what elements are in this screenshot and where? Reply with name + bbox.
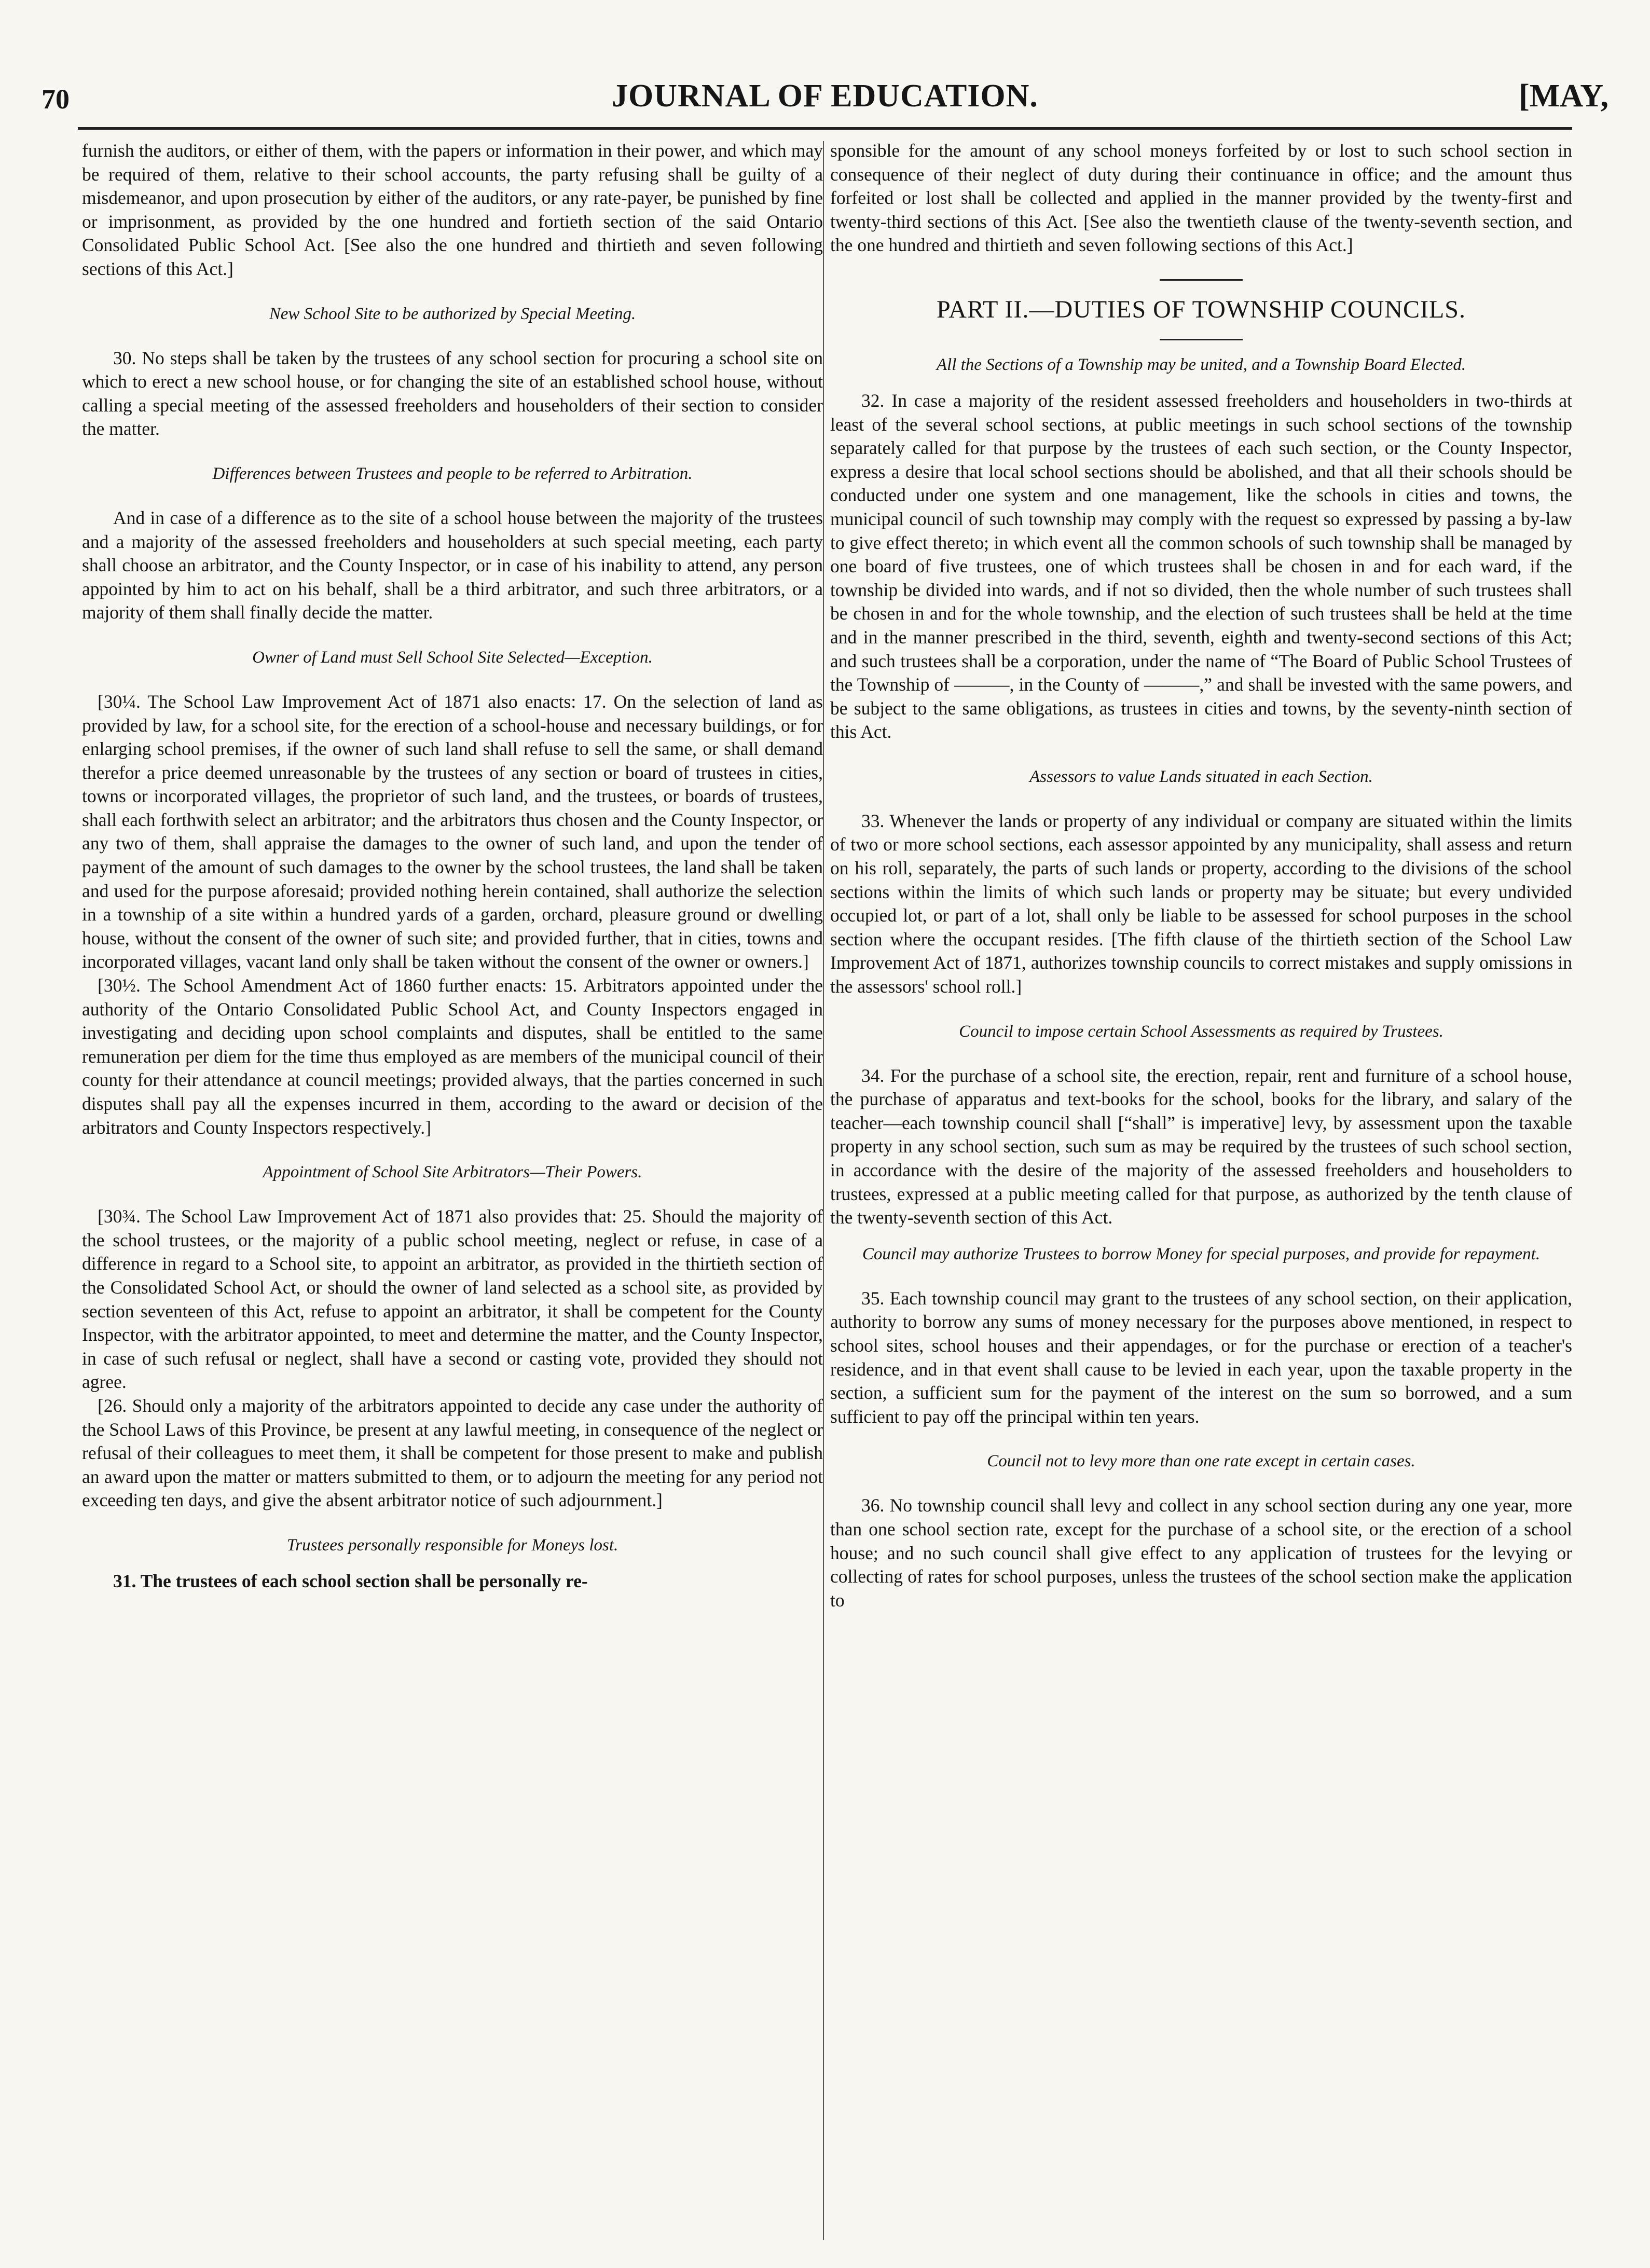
right-intro-paragraph: sponsible for the amount of any school moneys forfeited by or lost to such school section in consequence of their neglect of duty during their continuance in office; and the amount thus forfeited or lost shall be collected and applied in the manner provided by the twenty-first and twenty-third sections of this Act. [See also the twentieth clause of the twenty-seventh section, and the one hundred and thirtieth and seven following sections of this Act.] bbox=[830, 140, 1572, 256]
right-column bbox=[830, 139, 1572, 1612]
section-heading: Differences between Trustees and people to be referred to Arbitration. bbox=[212, 464, 693, 483]
journal-title: JOURNAL OF EDUCATION. bbox=[612, 78, 1038, 114]
section-32-paragraph: 32. In case a majority of the resident assessed freeholders and householders in two-thirds at least of the several school sections, at public meetings in such school sections of the township separately called for that purpose by the trustees of each such section, or the County Inspector, express a desire that local school sections should be abolished, and that all their schools should be conducted under one system and one management, like the schools in cities and towns, the municipal council of such township may comply with the request so expressed by passing a by-law to give effect thereto; in which event all the common schools of such township shall be managed by one board of five trustees, one of which trustees shall be chosen in and for each ward, if the township be divided into wards, and if not so divided, then the whole number of such trustees shall be chosen in and for the whole township, and the election of such trustees shall be held at the time and in the manner prescribed in the third, seventh, eighth and twenty-second sections of this Act; and such trustees shall be a corporation, under the name of “The Board of Public School Trustees of the Township of ———, in the County of ———,” and shall be invested with the same powers, and be subject to the same obligations, as trustees in cities and towns, by the seventy-ninth section of this Act. bbox=[830, 390, 1572, 743]
section-heading: Council may authorize Trustees to borrow Money for special purposes, and provide for repayment. bbox=[862, 1244, 1541, 1263]
section-30-paragraph: 30. No steps shall be taken by the trustees of any school section for procuring a school site on which to erect a new school house, or for changing the site of an established school house, without calling a special meeting of the assessed freeholders and householders of their section to consider the matter. bbox=[82, 347, 823, 439]
section-34-paragraph: 34. For the purchase of a school site, the erection, repair, rent and furniture of a school house, the purchase of apparatus and text-books for the school, books for the library, and salary of the teacher—each township council shall [“shall” is imperative] levy, by assessment upon the taxable property in any school section, such sum as may be required by the trustees of such school section, in accordance with the desire of the majority of the assessed freeholders and householders to trustees, expressed at a public meeting called for that purpose, as authorized by the tenth clause of the twenty-seventh section of this Act. bbox=[830, 1065, 1572, 1228]
section-35-paragraph: 35. Each township council may grant to the trustees of any school section, on their application, authority to borrow any sums of money necessary for the purposes above mentioned, in respect to school sites, school houses and their appendages, or for the purchase or erection of a teacher's residence, and in that event shall cause to be levied in each year, upon the taxable property in the section, a sufficient sum for the payment of the interest on the sum so borrowed, and a sum sufficient to pay off the principal within ten years. bbox=[830, 1287, 1572, 1427]
section-heading: Council to impose certain School Assessments as required by Trustees. bbox=[959, 1022, 1443, 1041]
section-heading: Owner of Land must Sell School Site Selected—Exception. bbox=[252, 648, 653, 667]
section-30-half-quote: [30½. The School Amendment Act of 1860 further enacts: 15. Arbitrators appointed under the authority of the Ontario Consolidated Public School Act, and County Inspectors engaged in investigating and deciding upon school complaints and disputes, shall be entitled to the same remuneration per diem for the time thus employed as are members of the municipal council of their county for their attendance at council meetings; provided always, that the parties concerned in such disputes shall pay all the expenses incurred in them, according to the award or decision of the arbitrators and County Inspectors respectively.] bbox=[82, 975, 823, 1138]
section-30-quarter-quote: [30¼. The School Law Improvement Act of 1871 also enacts: 17. On the selection of land as provided by law, for a school site, for the erection of a school-house and necessary buildings, or for enlarging school premises, if the owner of such land shall refuse to sell the same, or shall demand therefor a price deemed unreasonable by the trustees of any section or board of trustees in cities, towns or incorporated villages, the proprietor of such land, and the trustees, or boards of trustees, shall each forthwith select an arbitrator; and the arbitrators thus chosen and the County Inspector, or any two of them, shall appraise the damages to the owner of such land, and upon the tender of payment of the amount of such damages to the owner by the school trustees, the land shall be taken and used for the purpose aforesaid; provided nothing herein contained, shall authorize the selection in a township of a site within a hundred yards of a garden, orchard, pleasure ground or dwelling house, without the consent of the owner of such site; and provided further, that in cities, towns and incorporated villages, vacant land only shall be taken without the consent of the owner or owners.] bbox=[82, 691, 823, 972]
section-36-paragraph: 36. No township council shall levy and collect in any school section during any one year, more than one school section rate, except for the purchase of a school site, or the erection of a school house; and no such council shall give effect to any application of trustees for the levying or collecting of rates for school purposes, unless the trustees of the school section make the application to bbox=[830, 1495, 1572, 1611]
section-heading: Trustees personally responsible for Moneys lost. bbox=[286, 1535, 618, 1555]
column-divider bbox=[823, 141, 824, 2240]
section-31-paragraph: 31. The trustees of each school section shall be personally re- bbox=[113, 1570, 588, 1591]
section-heading: Appointment of School Site Arbitrators—Their Powers. bbox=[263, 1163, 642, 1182]
left-intro-paragraph: furnish the auditors, or either of them, with the papers or information in their power, and which may be required of them, relative to their school accounts, the party refusing shall be guilty of a misdemeanor, and upon prosecution by either of the auditors, or any rate-payer, be punished by fine or imprisonment, as provided by the one hundred and fortieth section of the said Ontario Consolidated Public School Act. [See also the one hundred and thirtieth and seven following sections of this Act.] bbox=[82, 140, 823, 279]
section-30-continuation: And in case of a difference as to the site of a school house between the majority of the trustees and a majority of the assessed freeholders and householders at such special meeting, each party shall choose an arbitrator, and the County Inspector, or in case of his inability to attend, any person appointed by him to act on his behalf, shall be a third arbitrator, and such three arbitrators, or a majority of them shall finally decide the matter. bbox=[82, 507, 823, 623]
section-heading: New School Site to be authorized by Special Meeting. bbox=[269, 304, 636, 323]
section-heading: All the Sections of a Township may be united, and a Township Board Elected. bbox=[936, 355, 1466, 374]
page-number: 70 bbox=[42, 84, 70, 115]
header-rule bbox=[78, 127, 1572, 130]
section-33-paragraph: 33. Whenever the lands or property of any individual or company are situated within the limits of two or more school sections, each assessor appointed by any municipality, shall assess and return on his roll, separately, the parts of such lands or property, according to the divisions of the school sections within the limits of which such lands or property may be situate; but every undivided occupied lot, or part of a lot, shall only be liable to be assessed for school purposes in the school section where the occupant resides. [The fifth clause of the thirtieth section of the School Law Improvement Act of 1871, authorizes township councils to correct mistakes and supply omissions in the assessors' school roll.] bbox=[830, 810, 1572, 997]
section-30-three-quarter-quote: [30¾. The School Law Improvement Act of 1871 also provides that: 25. Should the majority of the school trustees, or the majority of a public school meeting, neglect or refuse, in case of a difference in regard to a School site, to appoint an arbitrator, as provided in the thirtieth section of the Consolidated School Act, or should the owner of land selected as a school site, as provided by section seventeen of this Act, refuse to appoint an arbitrator, it shall be competent for the County Inspector, with the arbitrator appointed, to meet and determine the matter, and the County Inspector, in case of such refusal or neglect, shall have a second or casting vote, provided they should not agree. bbox=[82, 1206, 823, 1393]
part-title: PART II.—DUTIES OF TOWNSHIP COUNCILS. bbox=[936, 295, 1466, 323]
section-26-quote: [26. Should only a majority of the arbitrators appointed to decide any case under the authority of the School Laws of this Province, be present at any lawful meeting, in consequence of the neglect or refusal of their colleagues to meet them, it shall be competent for those present to make and publish an award upon the matter or matters submitted to them, or to adjourn the meeting for any period not exceeding ten days, and give the absent arbitrator notice of such adjournment.] bbox=[82, 1395, 823, 1511]
page-header bbox=[42, 78, 1608, 119]
issue-month: [MAY, bbox=[1519, 78, 1608, 114]
left-column bbox=[82, 139, 823, 1593]
section-heading: Council not to levy more than one rate except in certain cases. bbox=[987, 1452, 1415, 1471]
section-heading: Assessors to value Lands situated in each Section. bbox=[1029, 767, 1373, 786]
